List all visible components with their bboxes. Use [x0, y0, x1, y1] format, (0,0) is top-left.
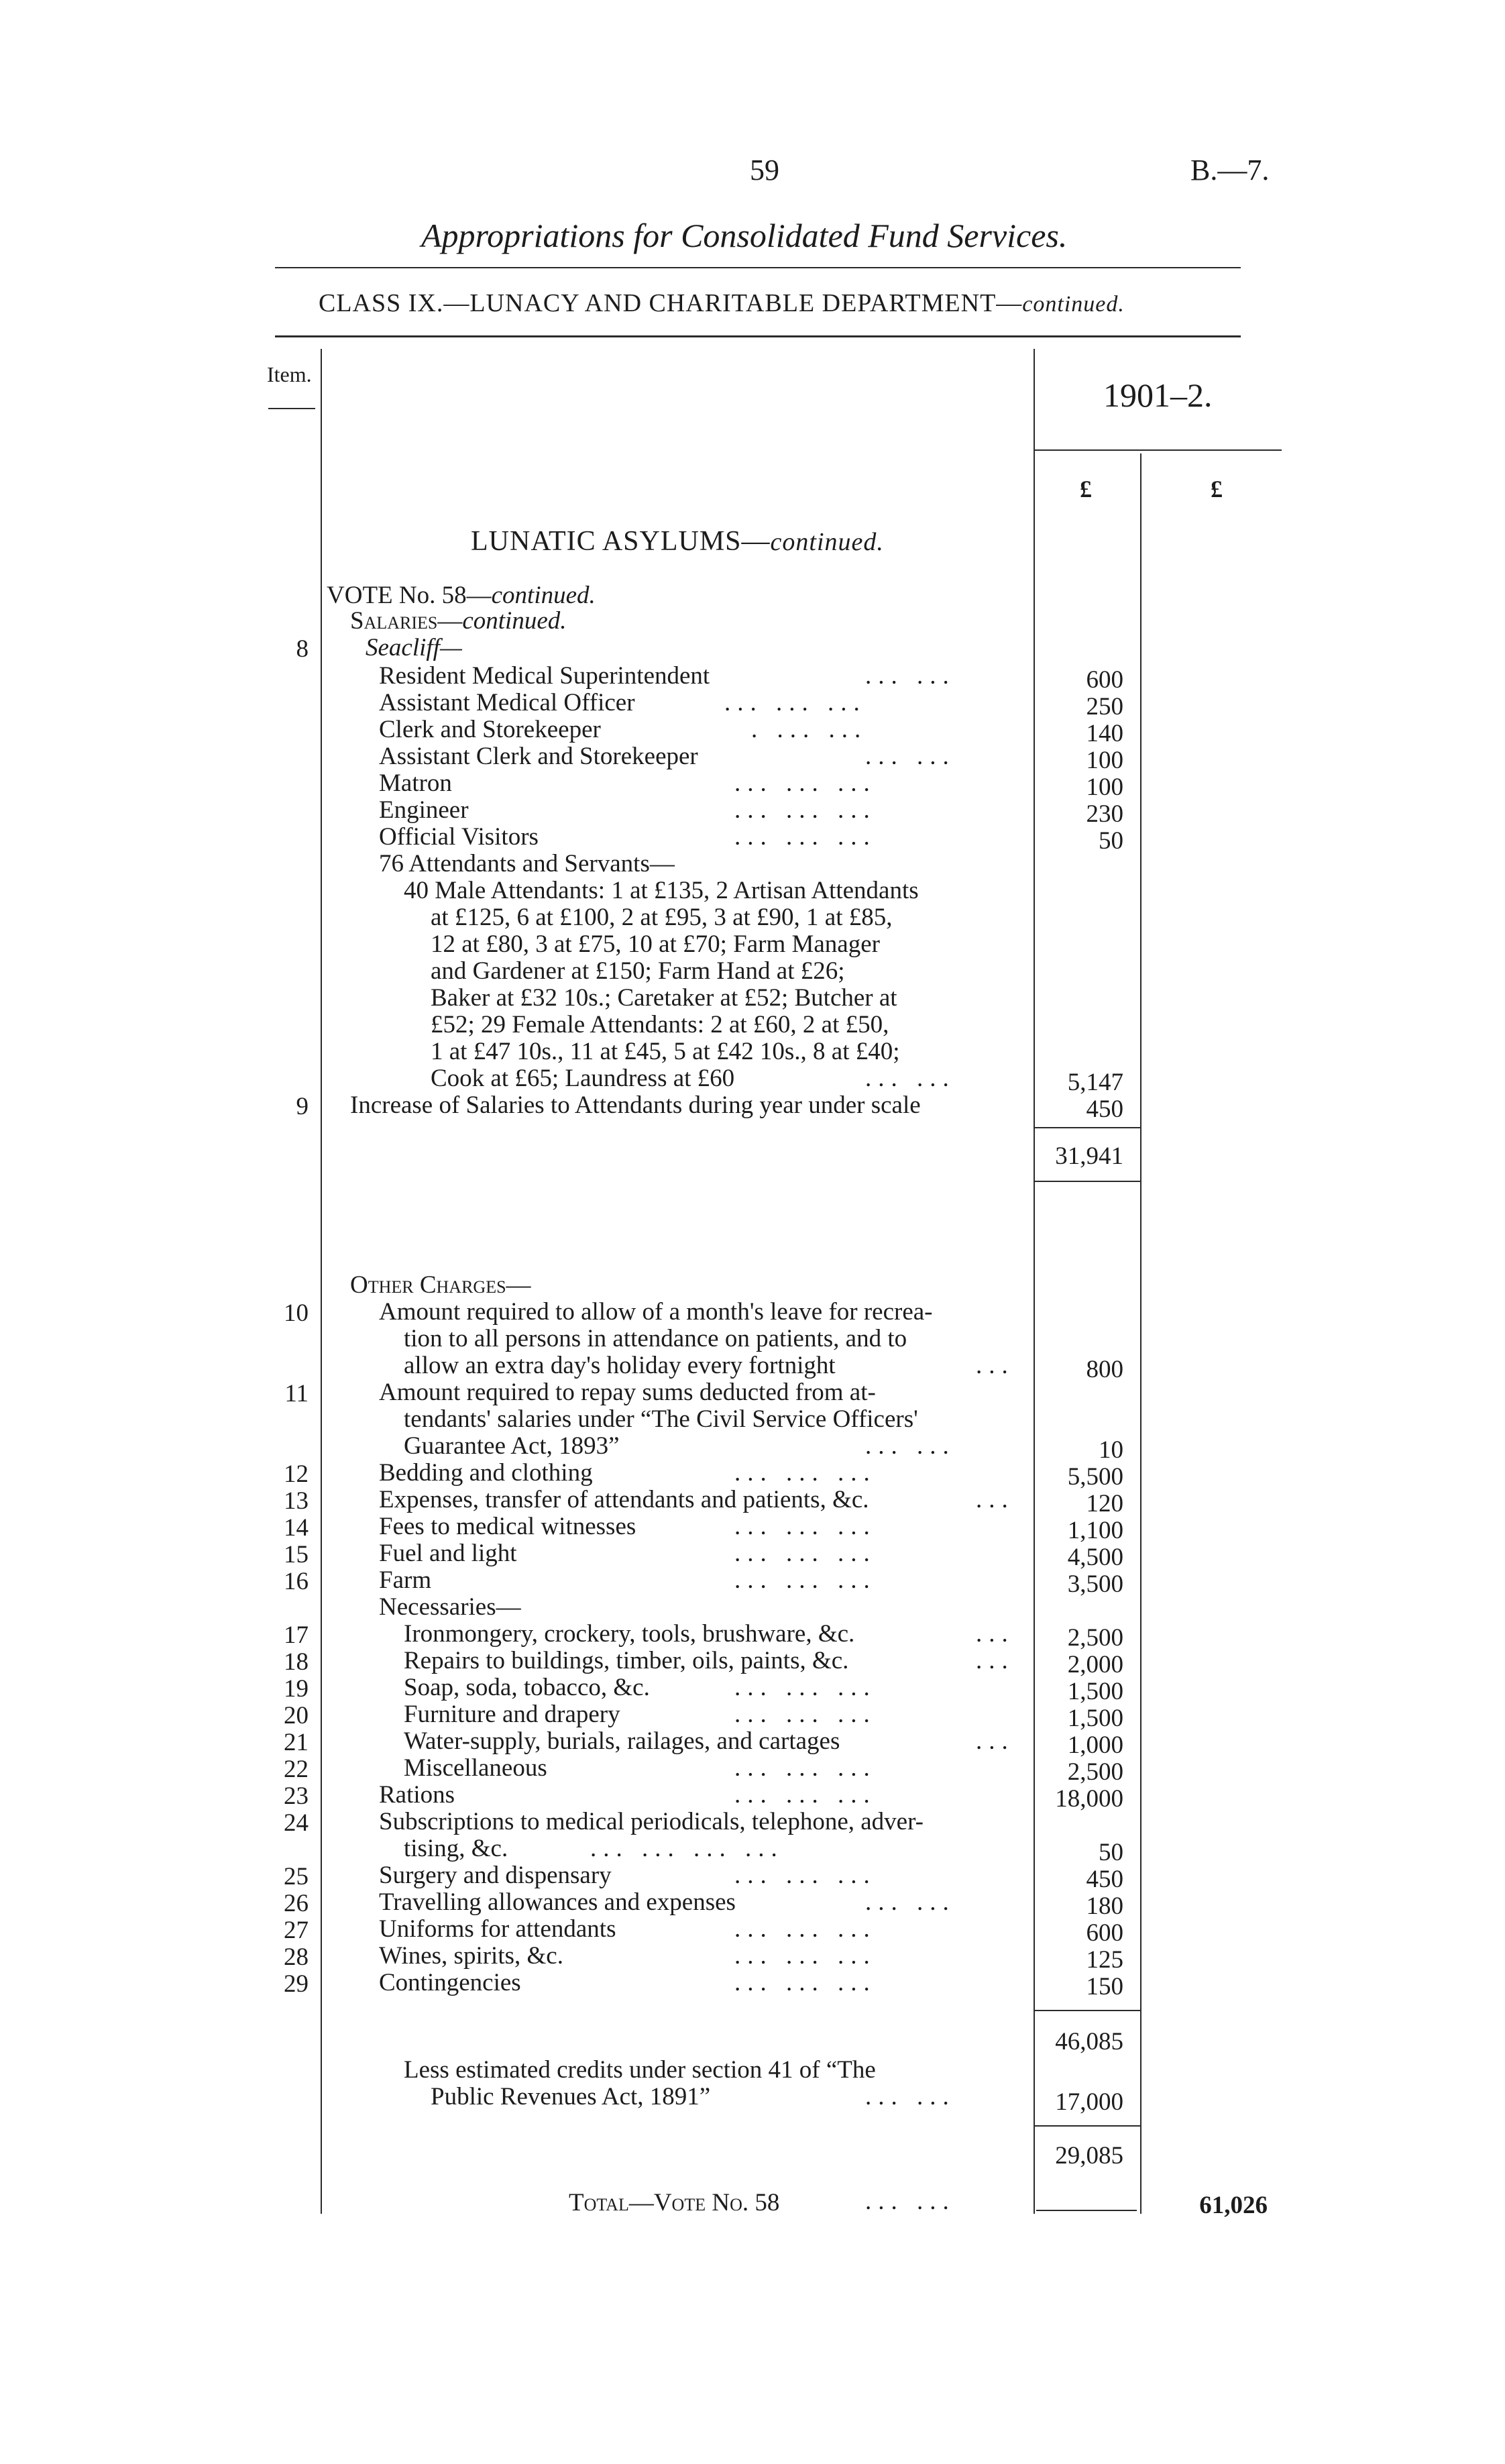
item-number: 9	[296, 1093, 309, 1120]
charge-amount: 125	[1086, 1946, 1123, 1974]
leader-dots: ... ... ...	[734, 1915, 877, 1943]
charge-label: Fees to medical witnesses	[379, 1513, 636, 1540]
item10-amount: 800	[1086, 1356, 1123, 1383]
leader-dots: ... ... ...	[734, 1942, 877, 1970]
charge-amount: 120	[1086, 1490, 1123, 1517]
increase-amount: 450	[1086, 1095, 1123, 1123]
title-rule	[275, 267, 1241, 268]
item-number: 13	[284, 1487, 309, 1515]
item-number: 8	[296, 635, 309, 663]
salary-label: Official Visitors	[379, 823, 539, 851]
attendants-line: Cook at £65; Laundress at £60	[431, 1065, 735, 1092]
salaries-heading-suffix: continued.	[462, 607, 567, 635]
salaries-heading-text: Salaries—	[350, 607, 463, 635]
leader-dots: ... ... ...	[734, 1969, 877, 1996]
item-number: 29	[284, 1970, 309, 1998]
attendants-amount: 5,147	[1067, 1069, 1123, 1096]
necessary-label: Ironmongery, crockery, tools, brushware, &c.	[404, 1620, 855, 1648]
necessary-amount: 1,500	[1067, 1678, 1123, 1705]
item-number: 22	[284, 1756, 309, 1783]
leader-dots: ... ...	[865, 1065, 956, 1092]
rations-label: Rations	[379, 1781, 455, 1809]
item-number: 25	[284, 1863, 309, 1890]
necessaries-heading: Necessaries—	[379, 1593, 521, 1621]
class-heading-suffix: continued.	[1022, 292, 1125, 317]
item-number: 27	[284, 1917, 309, 1944]
net-rule	[1034, 2125, 1141, 2127]
leader-dots: ... ... ...	[734, 796, 877, 824]
salary-label: Engineer	[379, 796, 469, 824]
salary-amount: 100	[1086, 773, 1123, 801]
vote-heading-suffix: continued.	[491, 582, 596, 609]
item-number: 21	[284, 1729, 309, 1756]
leader-dots: ... ... ...	[724, 689, 867, 716]
class-heading-text: CLASS IX.—LUNACY AND CHARITABLE DEPARTMENT—	[319, 289, 1023, 317]
charge-amount: 150	[1086, 1973, 1123, 2000]
item10-line: allow an extra day's holiday every fortnight	[404, 1352, 836, 1379]
leader-dots: ... ...	[865, 1432, 956, 1460]
institution-heading	[366, 635, 462, 661]
item-column-label: Item.	[267, 362, 312, 386]
charge-label: Expenses, transfer of attendants and patients, &c.	[379, 1486, 869, 1513]
salary-label: Clerk and Storekeeper	[379, 716, 601, 743]
item24-line: Subscriptions to medical periodicals, telephone, adver-	[379, 1808, 924, 1835]
item-number: 28	[284, 1943, 309, 1971]
salary-label: Matron	[379, 769, 452, 797]
page-code: B.—7.	[1190, 154, 1270, 186]
necessary-amount: 2,500	[1067, 1758, 1123, 1786]
item24-amount: 50	[1099, 1839, 1123, 1866]
leader-dots: ...	[976, 1620, 1015, 1648]
salary-label: Assistant Clerk and Storekeeper	[379, 743, 698, 770]
item-number: 26	[284, 1890, 309, 1917]
leader-dots: ... ...	[865, 1888, 956, 1916]
less-line: Less estimated credits under section 41 of “The	[404, 2056, 876, 2084]
less-amount: 17,000	[1055, 2088, 1123, 2116]
item-number: 15	[284, 1541, 309, 1568]
leader-dots: ... ... ...	[734, 1540, 877, 1567]
salary-amount: 250	[1086, 693, 1123, 720]
item10-line: Amount required to allow of a month's leave for recrea-	[379, 1298, 933, 1326]
vote-heading	[327, 582, 596, 609]
rations-amount: 18,000	[1055, 1785, 1123, 1813]
necessary-amount: 1,500	[1067, 1705, 1123, 1732]
leader-dots: ...	[976, 1727, 1015, 1755]
currency-col2: £	[1211, 476, 1223, 502]
attendants-line: Baker at £32 10s.; Caretaker at £52; Butcher at	[431, 984, 897, 1012]
leader-dots: ... ...	[865, 662, 956, 690]
attendants-line: and Gardener at £150; Farm Hand at £26;	[431, 957, 845, 985]
charge-label: Wines, spirits, &c.	[379, 1942, 563, 1970]
attendants-line: 1 at £47 10s., 11 at £45, 5 at £42 10s., 8 at £40;	[431, 1038, 900, 1065]
leader-dots: ... ... ...	[734, 1754, 877, 1782]
leader-dots: ... ...	[865, 2188, 956, 2215]
leader-dots: ... ... ...	[734, 1862, 877, 1889]
charge-label: Travelling allowances and expenses	[379, 1888, 736, 1916]
item11-line: tendants' salaries under “The Civil Service Officers'	[404, 1405, 918, 1433]
other-charges-heading: Other Charges—	[350, 1271, 531, 1299]
charge-amount: 1,100	[1067, 1517, 1123, 1544]
necessary-amount: 2,000	[1067, 1651, 1123, 1678]
charge-amount: 3,500	[1067, 1570, 1123, 1598]
net-total: 29,085	[1055, 2142, 1123, 2170]
increase-label: Increase of Salaries to Attendants during year under scale	[350, 1091, 921, 1119]
charge-amount: 600	[1086, 1919, 1123, 1947]
leader-dots: ... ... ... ...	[590, 1835, 784, 1862]
currency-col1: £	[1080, 476, 1092, 502]
necessary-label: Water-supply, burials, railages, and cartages	[404, 1727, 840, 1755]
page-title: Appropriations for Consolidated Fund Services.	[421, 217, 1068, 254]
charge-label: Farm	[379, 1566, 432, 1594]
leader-dots: ... ...	[865, 2083, 956, 2110]
salary-label: Assistant Medical Officer	[379, 689, 635, 716]
vote-total-amount: 61,026	[1199, 2192, 1268, 2219]
item-number: 10	[284, 1299, 309, 1327]
leader-dots: ... ...	[865, 743, 956, 770]
salaries-subtotal: 31,941	[1055, 1142, 1123, 1170]
charge-label: Contingencies	[379, 1969, 521, 1996]
item-number: 12	[284, 1460, 309, 1488]
item-divider	[321, 349, 322, 2214]
section-heading-text: LUNATIC ASYLUMS—	[471, 526, 771, 557]
charge-amount: 4,500	[1067, 1544, 1123, 1571]
amount-divider-mid	[1140, 453, 1141, 2214]
subtotal-rule-under	[1034, 1181, 1141, 1182]
item24-line: tising, &c.	[404, 1835, 508, 1862]
item-number: 24	[284, 1809, 309, 1837]
item-number: 11	[284, 1380, 309, 1407]
leader-dots: ... ... ...	[734, 1459, 877, 1487]
attendants-line: 12 at £80, 3 at £75, 10 at £70; Farm Manager	[431, 930, 880, 958]
attendants-line: 40 Male Attendants: 1 at £135, 2 Artisan Attendants	[404, 877, 919, 904]
item11-line: Amount required to repay sums deducted from at-	[379, 1379, 876, 1406]
charge-label: Uniforms for attendants	[379, 1915, 616, 1943]
item-number: 23	[284, 1782, 309, 1810]
vote-total-label: Total—Vote No. 58	[569, 2189, 780, 2216]
class-rule	[275, 335, 1241, 337]
item11-amount: 10	[1099, 1436, 1123, 1464]
gross-total: 46,085	[1055, 2028, 1123, 2055]
salaries-heading	[350, 608, 567, 635]
necessary-label: Soap, soda, tobacco, &c.	[404, 1674, 650, 1701]
charge-amount: 180	[1086, 1892, 1123, 1920]
leader-dots: ... ... ...	[734, 1701, 877, 1728]
institution-name: Seacliff—	[366, 634, 462, 661]
charge-label: Bedding and clothing	[379, 1459, 593, 1487]
attendants-heading: 76 Attendants and Servants—	[379, 850, 675, 877]
salary-label: Resident Medical Superintendent	[379, 662, 710, 690]
leader-dots: ... ... ...	[734, 1566, 877, 1594]
total-rule	[1036, 2210, 1137, 2211]
item-number: 14	[284, 1514, 309, 1542]
salary-amount: 600	[1086, 666, 1123, 694]
section-heading-suffix: continued.	[770, 528, 884, 556]
item10-line: tion to all persons in attendance on patients, and to	[404, 1325, 907, 1352]
leader-dots: ... ... ...	[734, 1781, 877, 1809]
salary-amount: 100	[1086, 747, 1123, 774]
leader-dots: ...	[976, 1486, 1015, 1513]
salary-amount: 230	[1086, 800, 1123, 828]
year-rule	[1034, 449, 1282, 451]
item-number: 18	[284, 1648, 309, 1676]
subtotal-rule	[1034, 1127, 1141, 1128]
salary-amount: 50	[1099, 827, 1123, 855]
leader-dots: . ... ...	[751, 716, 868, 743]
item-number: 19	[284, 1675, 309, 1703]
item-label-rule	[268, 408, 315, 409]
leader-dots: ...	[976, 1352, 1015, 1379]
charge-amount: 5,500	[1067, 1463, 1123, 1491]
item-number: 17	[284, 1621, 309, 1649]
less-line: Public Revenues Act, 1891”	[431, 2083, 711, 2110]
page-number: 59	[750, 154, 779, 186]
leader-dots: ...	[976, 1647, 1015, 1674]
section-heading	[471, 525, 884, 557]
necessary-amount: 2,500	[1067, 1624, 1123, 1652]
leader-dots: ... ... ...	[734, 823, 877, 851]
necessary-amount: 1,000	[1067, 1731, 1123, 1759]
necessary-label: Miscellaneous	[404, 1754, 547, 1782]
leader-dots: ... ... ...	[734, 1513, 877, 1540]
charge-label: Surgery and dispensary	[379, 1862, 612, 1889]
attendants-line: at £125, 6 at £100, 2 at £95, 3 at £90, 1 at £85,	[431, 904, 893, 931]
year-heading: 1901–2.	[1103, 376, 1213, 414]
leader-dots: ... ... ...	[734, 769, 877, 797]
class-heading	[319, 288, 1125, 318]
vote-heading-text: VOTE No. 58—	[327, 582, 492, 609]
attendants-line: £52; 29 Female Attendants: 2 at £60, 2 at £50,	[431, 1011, 889, 1038]
leader-dots: ... ... ...	[734, 1674, 877, 1701]
charge-amount: 450	[1086, 1866, 1123, 1893]
necessary-label: Furniture and drapery	[404, 1701, 620, 1728]
item-number: 20	[284, 1702, 309, 1729]
item11-line: Guarantee Act, 1893”	[404, 1432, 620, 1460]
charge-label: Fuel and light	[379, 1540, 517, 1567]
salary-amount: 140	[1086, 720, 1123, 747]
gross-rule	[1034, 2010, 1141, 2011]
item-number: 16	[284, 1568, 309, 1595]
necessary-label: Repairs to buildings, timber, oils, paints, &c.	[404, 1647, 849, 1674]
